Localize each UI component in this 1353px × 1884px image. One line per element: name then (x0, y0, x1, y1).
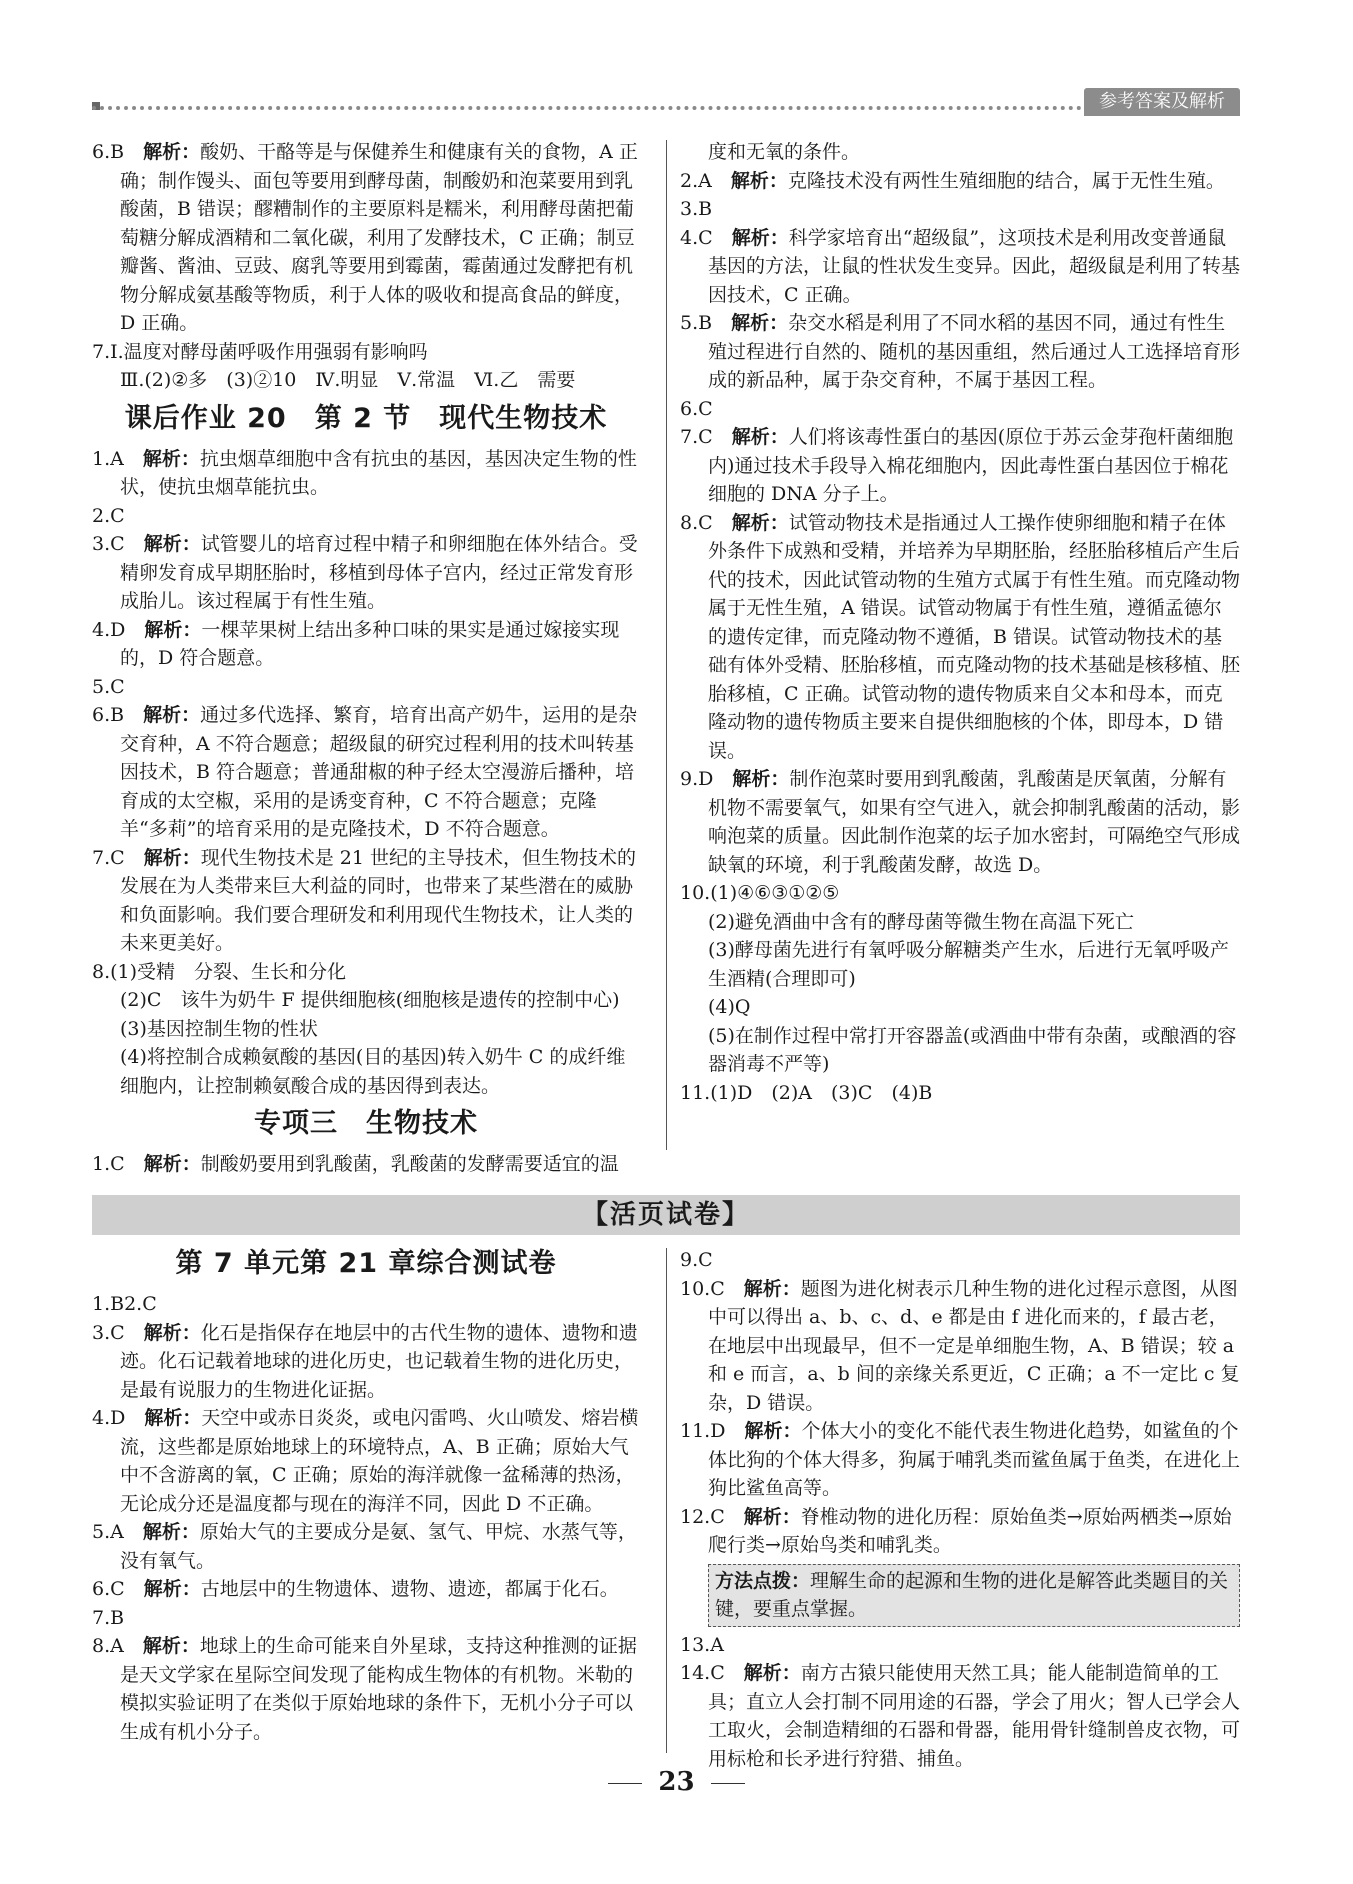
method-tip-box (708, 1564, 1240, 1627)
worksheet-band: 【活页试卷】 (92, 1195, 1240, 1235)
answer-item (92, 958, 640, 987)
bottom-right-column (680, 1246, 1240, 1773)
top-right-column (680, 138, 1240, 1107)
answer-item (92, 1290, 640, 1319)
answer-number: 11. (680, 1081, 711, 1104)
answer-item (680, 423, 1240, 509)
header-tag: 参考答案及解析 (1084, 88, 1240, 116)
answer-item (680, 1659, 1240, 1773)
analysis-label: 解析： (143, 533, 201, 555)
answer-text: (1)④⑥③①②⑤ (710, 882, 840, 904)
answer-number: 14.C (680, 1662, 725, 1684)
answer-item (680, 1631, 1240, 1660)
answer-item (680, 1503, 1240, 1560)
answer-text: 地球上的生命可能来自外星球，支持这种推测的证据是天文学家在星际空间发现了能构成生物体的有机物。米勒的模拟实验证明了在类似于原始地球的条件下，无机小分子可以生成有机小分子。 (120, 1635, 637, 1743)
analysis-label: 解析： (743, 1277, 801, 1300)
answer-item (680, 1079, 1240, 1108)
analysis-label: 解析： (732, 768, 790, 790)
answer-text: 古地层中的生物遗体、遗物、遗迹，都属于化石。 (200, 1578, 619, 1600)
answer-text: 个体大小的变化不能代表生物进化趋势，如鲨鱼的个体比狗的个体大得多，狗属于哺乳类而鲨鱼属于鱼类，在进化上狗比鲨鱼高等。 (708, 1420, 1241, 1499)
analysis-label: 解析： (731, 226, 789, 249)
analysis-label: 解析： (142, 1635, 200, 1657)
answer-text: 天空中或赤日炎炎，或电闪雷鸣、火山喷发、熔岩横流，这些都是原始地球上的环境特点，A、B 正确；原始大气中不含游离的氧，C 正确；原始的海洋就像一盆稀薄的热汤，无论成分还是温度都与现在的海洋不同，因此 D 不正确。 (120, 1407, 639, 1515)
tip-text: 理解生命的起源和生物的进化是解答此类题目的关键，要重点掌握。 (715, 1569, 1229, 1620)
answer-number: 4.D (92, 618, 126, 641)
page-number (0, 1767, 1353, 1797)
answer-item (92, 445, 640, 502)
answer-item (680, 395, 1240, 424)
analysis-label: 解析： (143, 141, 201, 163)
page-number-value: 23 (658, 1767, 695, 1797)
answer-number: 7. (92, 340, 111, 363)
answer-item (92, 844, 640, 958)
sub-answer-line: (4)Q (708, 996, 751, 1018)
answer-item (680, 224, 1240, 310)
answer-text: 试管动物技术是指通过人工操作使卵细胞和精子在体外条件下成熟和受精，并培养为早期胚胎，经胚胎移植后产生后代的技术，因此试管动物的生殖方式属于有性生殖。而克隆动物属于无性生殖，A 错误。试管动物属于有性生殖，遵循孟德尔的遗传定律，而克隆动物不遵循，B 错误。试管动物技术的基础有体外受精、胚胎移植，而克隆动物的技术基础是核移植、胚胎移植，C 正确。试管动物的遗传物质来自父本和母本，而克隆动物的遗传物质主要来自提供细胞核的个体，即母本，D 错误。 (708, 511, 1241, 762)
analysis-label: 解析： (731, 426, 789, 448)
answer-text: 题图为进化树表示几种生物的进化过程示意图，从图中可以得出 a、b、c、d、e 都是由 f 进化而来的，f 最古老，在地层中出现最早，但不一定是单细胞生物，A、B 错误；较 a 和 e 而言，a、b 间的亲缘关系更近，C 正确；a 不一定比 c 复杂，D 错误。 (708, 1277, 1240, 1414)
analysis-label: 解析： (143, 846, 201, 869)
analysis-label: 解析： (142, 447, 200, 470)
analysis-label: 解析： (144, 618, 202, 641)
answer-text: 度和无氧的条件。 (708, 141, 861, 163)
answer-text: 科学家培育出“超级鼠”，这项技术是利用改变普通鼠基因的方法，让鼠的性状发生变异。因此，超级鼠是利用了转基因技术，C 正确。 (708, 226, 1241, 306)
answer-number: 2.C (92, 504, 125, 527)
answer-number: 8.C (680, 511, 713, 534)
answer-text: 人们将该毒性蛋白的基因(原位于苏云金芽孢杆菌细胞内)通过技术手段导入棉花细胞内，因此毒性蛋白基因位于棉花细胞的 DNA 分子上。 (708, 426, 1234, 505)
answer-item (680, 138, 1240, 167)
answer-number: 4.D (92, 1407, 126, 1429)
answer-text: 抗虫烟草细胞中含有抗虫的基因，基因决定生物的性状，使抗虫烟草能抗虫。 (120, 447, 637, 498)
answer-text: 现代生物技术是 21 世纪的主导技术，但生物技术的发展在为人类带来巨大利益的同时，也带来了某些潜在的威胁和负面影响。我们要合理研发和利用现代生物技术，让人类的未来更美好。 (120, 846, 636, 954)
answer-item (92, 1518, 640, 1575)
answer-item (680, 879, 1240, 908)
answer-item (92, 1319, 640, 1405)
answer-item (92, 338, 640, 367)
answer-number: 1.C (92, 1153, 125, 1175)
answer-number: 10. (680, 882, 711, 904)
answer-number: 6.C (92, 1578, 125, 1600)
answer-number: 7.C (92, 846, 125, 869)
answer-number: 2.A (680, 169, 712, 192)
answer-item (680, 509, 1240, 766)
answer-text: 制酸奶要用到乳酸菌，乳酸菌的发酵需要适宜的温 (200, 1153, 619, 1175)
sub-answer-line: (5)在制作过程中常打开容器盖(或酒曲中带有杂菌，或酿酒的容器消毒不严等) (708, 1024, 1237, 1075)
answer-7-continued: Ⅲ.(2)②多 (3)②10 Ⅳ.明显 Ⅴ.常温 Ⅵ.乙 需要 (120, 369, 576, 391)
column-divider-bottom (666, 1248, 667, 1753)
answer-text: 脊椎动物的进化历程：原始鱼类→原始两栖类→原始爬行类→原始鸟类和哺乳类。 (708, 1505, 1232, 1556)
answer-number: 11.D (680, 1420, 726, 1442)
sub-answer-line: (3)酵母菌先进行有氧呼吸分解糖类产生水，后进行无氧呼吸产生酒精(合理即可) (708, 939, 1229, 990)
answer-item (680, 1246, 1240, 1275)
header-rule (92, 106, 1082, 110)
answer-number: 9.D (680, 768, 714, 790)
answer-number: 8.A (92, 1635, 124, 1657)
answer-text: 酸奶、干酪等是与保健养生和健康有关的食物，A 正确；制作馒头、面包等要用到酵母菌，制酸奶和泡菜要用到乳酸菌，B 错误；醪糟制作的主要原料是糯米，利用酵母菌把葡萄糖分解成酒精和二氧化碳，利用了发酵技术，C 正确；制豆瓣酱、酱油、豆豉、腐乳等要用到霉菌，霉菌通过发酵把有机物分解成氨基酸等物质，利于人体的吸收和提高食品的鲜度，D 正确。 (120, 141, 638, 334)
answer-item (680, 195, 1240, 224)
answer-number: 7.C (680, 426, 713, 448)
answer-text: 通过多代选择、繁育，培育出高产奶牛，运用的是杂交育种，A 不符合题意；超级鼠的研究过程利用的技术叫转基因技术，B 符合题意；普通甜椒的种子经太空漫游后播种，培育成的太空椒，采用的是诱变育种，C 不符合题意；克隆羊“多莉”的培育采用的是克隆技术，D 不符合题意。 (120, 704, 638, 840)
answer-number: 6.C (680, 397, 713, 420)
answer-text: Ⅰ.温度对酵母菌呼吸作用强弱有影响吗 (110, 340, 428, 363)
answer-text: (1)D (2)A (3)C (4)B (710, 1081, 933, 1104)
answer-item (92, 530, 640, 616)
answer-number: 5.A (92, 1521, 124, 1543)
answer-item (680, 309, 1240, 395)
top-left-column (92, 138, 640, 1179)
analysis-label: 解析： (143, 1153, 201, 1175)
sub-answer-line: (3)基因控制生物的性状 (120, 1017, 318, 1040)
exam-title: 第 7 单元第 21 章综合测试卷 (175, 1248, 557, 1279)
answer-number: 12.C (680, 1505, 725, 1528)
analysis-label: 解析： (731, 511, 789, 534)
answer-number: 6.B (92, 141, 125, 163)
answer-number: 8. (92, 960, 111, 983)
answer-item (92, 1404, 640, 1518)
analysis-label: 解析： (143, 704, 201, 726)
sub-answer-line: (2)避免酒曲中含有的酵母菌等微生物在高温下死亡 (708, 910, 1134, 933)
tip-label: 方法点拨： (715, 1569, 811, 1592)
section-title-homework-20: 课后作业 20 第 2 节 现代生物技术 (124, 402, 608, 434)
analysis-label: 解析： (144, 1407, 202, 1429)
section-title-special-3: 专项三 生物技术 (254, 1108, 478, 1139)
answer-text: 制作泡菜时要用到乳酸菌，乳酸菌是厌氧菌，分解有机物不需要氧气，如果有空气进入，就会抑制乳酸菌的活动，影响泡菜的质量。因此制作泡菜的坛子加水密封，可隔绝空气形成缺氧的环境，利于乳酸菌发酵，故选 D。 (708, 768, 1241, 876)
answer-text: 原始大气的主要成分是氨、氢气、甲烷、水蒸气等，没有氧气。 (120, 1521, 637, 1572)
answer-item (680, 1275, 1240, 1418)
sub-answer-line: (4)将控制合成赖氨酸的基因(目的基因)转入奶牛 C 的成纤维细胞内，让控制赖氨酸合成的基因得到表达。 (120, 1046, 626, 1097)
answer-number: 7.B (92, 1606, 125, 1629)
sub-answer-line: (2)C 该牛为奶牛 F 提供细胞核(细胞核是遗传的控制中心) (120, 989, 620, 1011)
answer-number: 10.C (680, 1277, 725, 1300)
answer-number: 9.C (680, 1249, 713, 1271)
answer-number: 6.B (92, 704, 125, 726)
answer-item (680, 765, 1240, 879)
answer-text: 2.C (124, 1293, 157, 1315)
answer-text: (1)受精 分裂、生长和分化 (110, 960, 347, 983)
answer-text: 克隆技术没有两性生殖细胞的结合，属于无性生殖。 (787, 169, 1225, 192)
answer-item (680, 167, 1240, 196)
column-divider-top (666, 140, 667, 1150)
answer-number: 1.A (92, 447, 124, 470)
answer-text: 杂交水稻是利用了不同水稻的基因不同，通过有性生殖过程进行自然的、随机的基因重组，然后通过人工选择培育形成的新品种，属于杂交育种，不属于基因工程。 (708, 312, 1241, 391)
answer-item (92, 701, 640, 844)
analysis-label: 解析： (143, 1578, 201, 1600)
answer-item (92, 138, 640, 338)
analysis-label: 解析： (143, 1321, 201, 1344)
answer-text: 化石是指保存在地层中的古代生物的遗体、遗物和遗迹。化石记载着地球的进化历史，也记载着生物的进化历史，是最有说服力的生物进化证据。 (120, 1321, 638, 1401)
answer-item (680, 1417, 1240, 1503)
analysis-label: 解析： (744, 1420, 802, 1442)
analysis-label: 解析： (731, 312, 789, 334)
analysis-label: 解析： (743, 1662, 801, 1684)
answer-item (92, 1604, 640, 1633)
answer-item (92, 673, 640, 702)
answer-item (92, 502, 640, 531)
answer-number: 3.C (92, 533, 125, 555)
analysis-label: 解析： (142, 1521, 200, 1543)
answer-number: 5.B (680, 312, 713, 334)
answer-item (92, 1575, 640, 1604)
analysis-label: 解析： (743, 1505, 801, 1528)
analysis-label: 解析： (730, 169, 788, 192)
answer-number: 3.C (92, 1321, 125, 1344)
answer-number: 4.C (680, 226, 713, 249)
answer-item (92, 1632, 640, 1746)
answer-item (92, 1150, 640, 1179)
answer-number: 1.B (92, 1293, 125, 1315)
answer-text: 一棵苹果树上结出多种口味的果实是通过嫁接实现的，D 符合题意。 (120, 618, 620, 669)
answer-number: 5.C (92, 675, 125, 698)
answer-text: 试管婴儿的培育过程中精子和卵细胞在体外结合。受精卵发育成早期胚胎时，移植到母体子宫内，经过正常发育形成胎儿。该过程属于有性生殖。 (120, 533, 638, 612)
answer-item (92, 616, 640, 673)
answer-text: 南方古猿只能使用天然工具；能人能制造简单的工具；直立人会打制不同用途的石器，学会了用火；智人已学会人工取火，会制造精细的石器和骨器，能用骨针缝制兽皮衣物，可用标枪和长矛进行狩猎、捕鱼。 (708, 1662, 1241, 1770)
answer-number: 13.A (680, 1633, 724, 1656)
answer-number: 3.B (680, 198, 713, 220)
bottom-left-column (92, 1246, 640, 1746)
